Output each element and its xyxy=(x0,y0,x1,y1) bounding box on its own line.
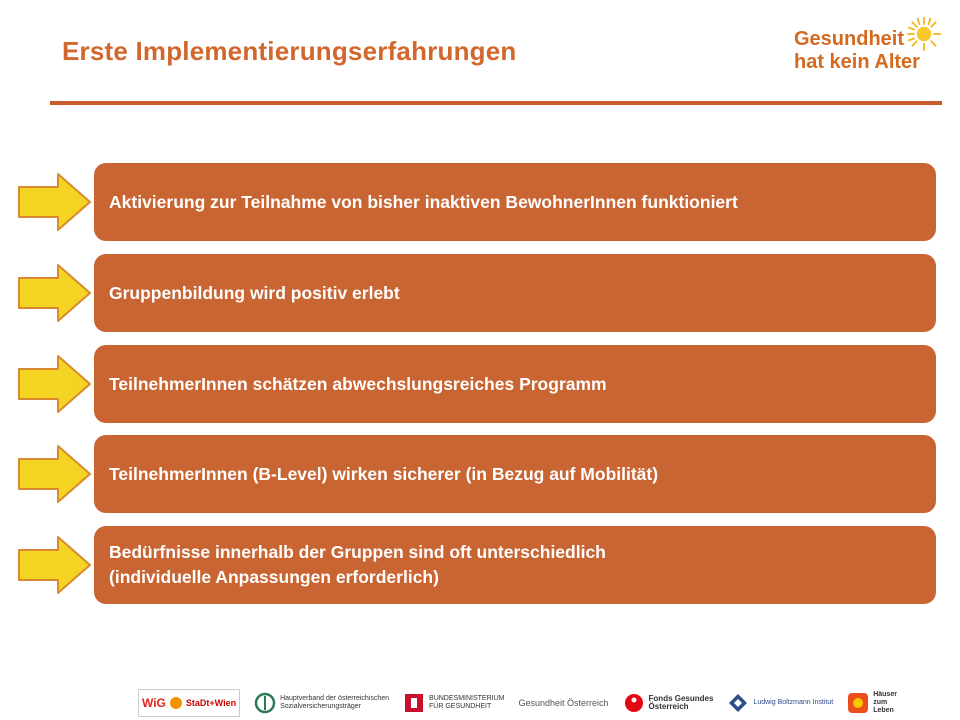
wig-mark-icon xyxy=(170,697,182,709)
fgoe-icon xyxy=(623,692,645,714)
item-text: Aktivierung zur Teilnahme von bisher inaktiven BewohnerInnen funktioniert xyxy=(109,191,738,212)
brand-logo xyxy=(794,24,950,80)
arrow-right-icon xyxy=(18,536,92,594)
bmg-logo: BUNDESMINISTERIUM FÜR GESUNDHEIT xyxy=(403,690,504,716)
list-item xyxy=(18,435,936,513)
arrow-right-icon xyxy=(18,355,92,413)
arrow-right-icon xyxy=(18,264,92,322)
item-text: TeilnehmerInnen schätzen abwechslungsreiches Programm xyxy=(109,373,607,394)
goeg-logo: Gesundheit Österreich xyxy=(518,698,609,708)
lbi-icon xyxy=(727,692,749,714)
wig-logo: WiG StaDt+Wien xyxy=(138,689,240,717)
partner-logos xyxy=(138,688,897,718)
arrow-right-icon xyxy=(18,445,92,503)
item-box xyxy=(94,526,936,604)
sun-icon xyxy=(906,16,942,52)
item-box xyxy=(94,163,936,241)
list-item xyxy=(18,526,936,604)
hauptverband-icon xyxy=(254,692,276,714)
list-item xyxy=(18,254,936,332)
item-box xyxy=(94,345,936,423)
arrow-right-icon xyxy=(18,173,92,231)
item-text: TeilnehmerInnen (B-Level) wirken sicherer (in Bezug auf Mobilität) xyxy=(109,463,659,484)
fgoe-logo: Fonds Gesundes Österreich xyxy=(623,690,714,716)
item-text: Gruppenbildung wird positiv erlebt xyxy=(109,282,400,303)
list-item xyxy=(18,345,936,423)
item-text: Bedürfnisse innerhalb der Gruppen sind oft unterschiedlich (individuelle Anpassungen erforderlich) xyxy=(109,542,606,587)
page-title: Erste Implementierungserfahrungen xyxy=(62,36,517,66)
bmg-icon xyxy=(403,692,425,714)
title-divider xyxy=(50,101,942,105)
brand-logo-text: Gesundheit hat kein Alter xyxy=(794,28,920,73)
item-box xyxy=(94,435,936,513)
list-item xyxy=(18,163,936,241)
hauptverband-logo: Hauptverband der österreichischen Sozialversicherungsträger xyxy=(254,690,389,716)
lbi-logo: Ludwig Boltzmann Institut xyxy=(727,690,833,716)
haeuser-zum-leben-logo: Häuser zum Leben xyxy=(847,690,897,716)
haeuser-zum-leben-icon xyxy=(847,692,869,714)
item-box xyxy=(94,254,936,332)
